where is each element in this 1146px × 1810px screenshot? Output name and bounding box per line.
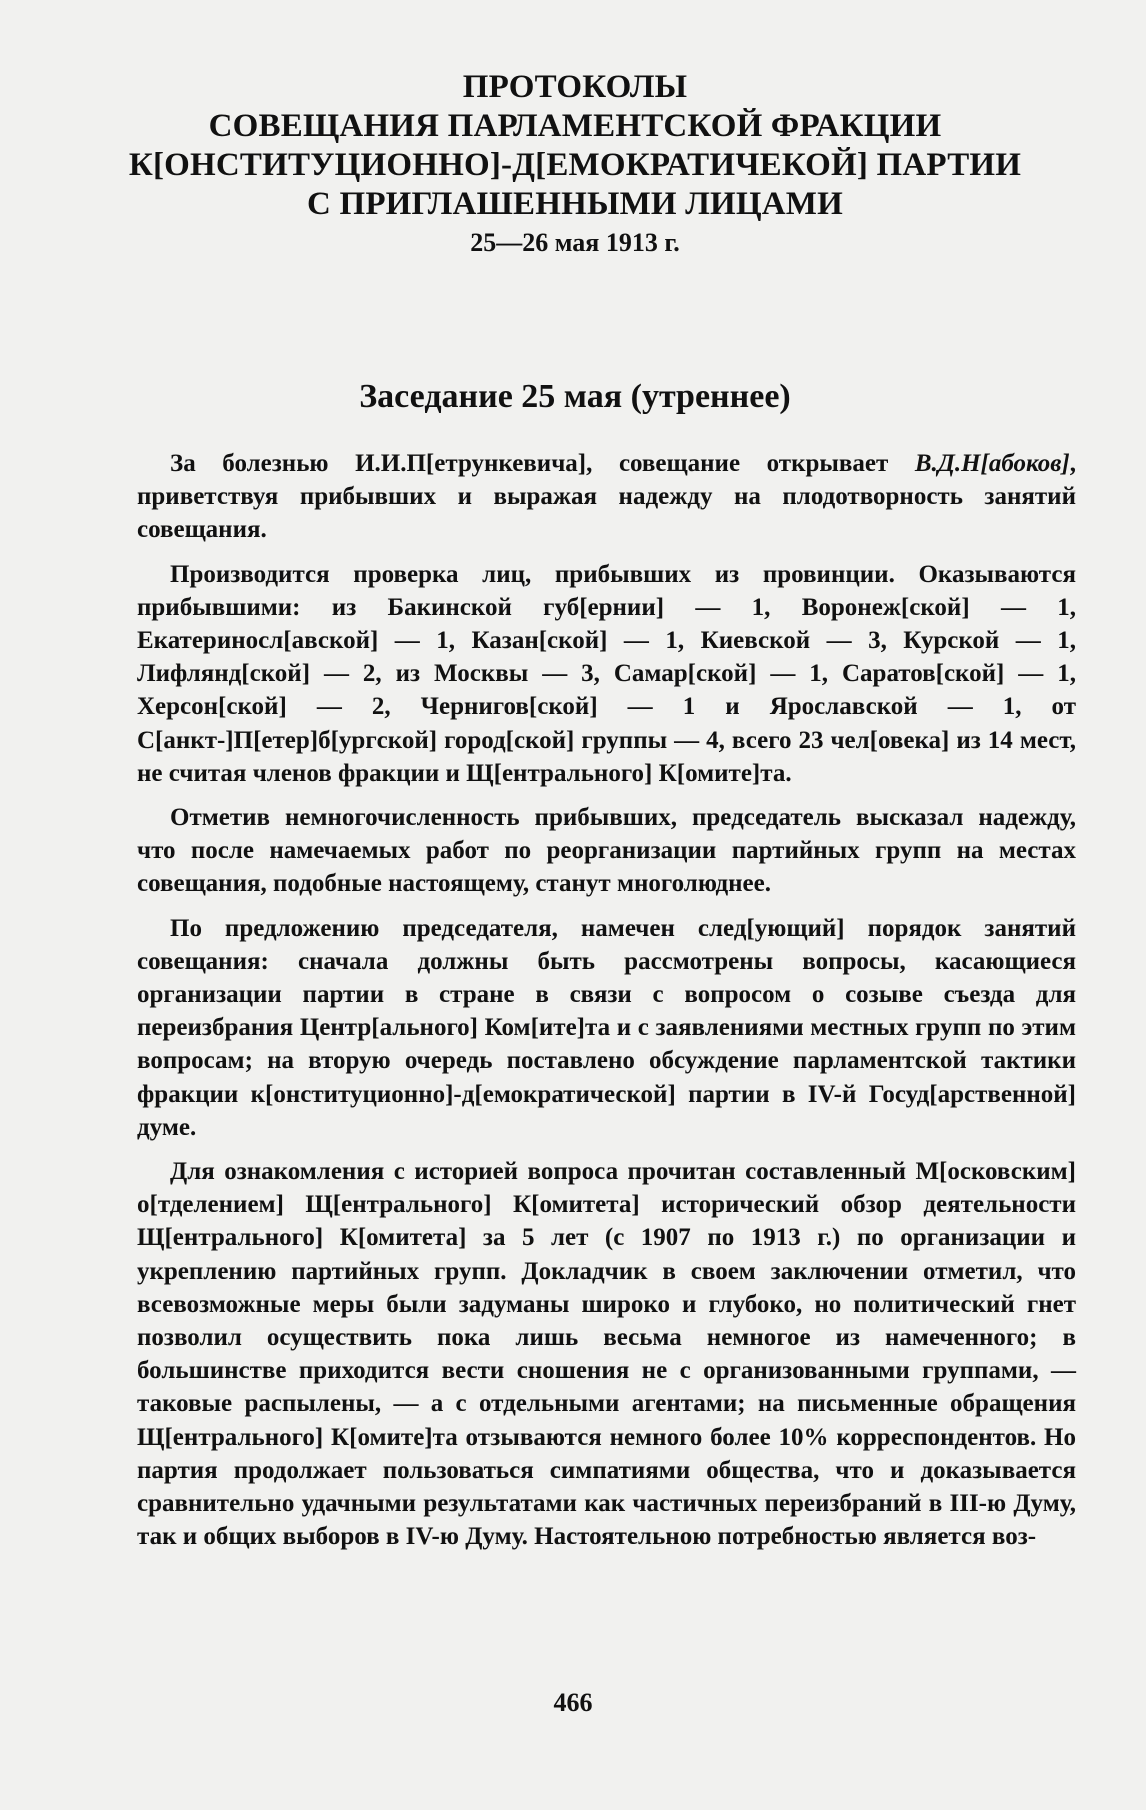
paragraph-5: Для ознакомления с историей вопроса прочитан составленный М[осковским] о[тделением] Щ[ентрального] К[омитета] исторический обзор деятельности Щ[ентрального] К[омитета] за 5 лет (с 1907 по 1913 г.) по организации и укреплению партийных групп. Докладчик в своем заключении отметил, что всевозможные меры были задуманы широко и глубоко, но политический гнет позволил осуществить пока лишь весьма немногое из намеченного; в большинстве приходится вести сношения не с организованными группами, — таковые распылены, — а с отдельными агентами; на письменные обращения Щ[ентрального] К[омите]та отзываются немного более 10% корреспондентов. Но партия продолжает пользоваться симпатиями общества, что и доказывается сравнительно удачными результатами как частичных переизбраний в III-ю Думу, так и общих выборов в IV-ю Думу. Настоятельною потребностью является воз-: [137, 1158, 1076, 1551]
paragraph-4: По предложению председателя, намечен след[ующий] порядок занятий совещания: сначала должны быть рассмотрены вопросы, касающиеся организации партии в стране в связи с вопросом о созыве съезда для переизбрания Центр[ального] Ком[ите]та и с заявлениями местных групп по этим вопросам; на вторую очередь поставлено обсуждение парламентской тактики фракции к[онституционно]-д[емократической] партии в IV-й Госуд[арственной] думе.: [137, 914, 1076, 1141]
page-number: 466: [553, 1688, 593, 1717]
paragraph-1-name: В.Д.Н[абоков]: [914, 450, 1070, 477]
paragraph-1-end: , приветствуя прибывших и выражая надежду на плодотворность занятий совещания.: [137, 450, 1076, 544]
paragraph-3: Отметив немногочисленность прибывших, председатель высказал надежду, что после намечаемых работ по реорганизации партийных групп на местах совещания, подобные настоящему, станут многолюднее.: [137, 804, 1076, 898]
header-date: 25—26 мая 1913 г.: [470, 227, 680, 257]
session-title: Заседание 25 мая (утреннее): [359, 378, 791, 415]
header-title-line-4: С ПРИГЛАШЕННЫМИ ЛИЦАМИ: [306, 185, 844, 222]
header-title-line-3: К[ОНСТИТУЦИОННО]-Д[ЕМОКРАТИЧЕКОЙ] ПАРТИИ: [128, 146, 1022, 183]
paragraph-1-start: За болезнью И.И.П[етрункевича], совещание открывает: [170, 450, 915, 477]
header-title-line-1: ПРОТОКОЛЫ: [462, 69, 688, 105]
paragraph-1: [137, 447, 1076, 547]
paragraph-2: Производится проверка лиц, прибывших из провинции. Оказываются прибывшими: из Бакинской губ[ернии] — 1, Воронеж[ской] — 1, Екатериносл[авской] — 1, Казан[ской] — 1, Киевской — 3, Курской — 1, Лифлянд[ской] — 2, из Москвы — 3, Самар[ской] — 1, Саратов[ской] — 1, Херсон[ской] — 2, Чернигов[ской] — 1 и Ярославской — 1, от С[анкт-]П[етер]б[ургской] город[ской] группы — 4, всего 23 чел[овека] из 14 мест, не считая членов фракции и Щ[ентрального] К[омите]та.: [137, 560, 1076, 787]
header-title-line-2: СОВЕЩАНИЯ ПАРЛАМЕНТСКОЙ ФРАКЦИИ: [208, 107, 942, 144]
document-header: [80, 68, 1070, 258]
document-body: [137, 447, 1076, 1565]
